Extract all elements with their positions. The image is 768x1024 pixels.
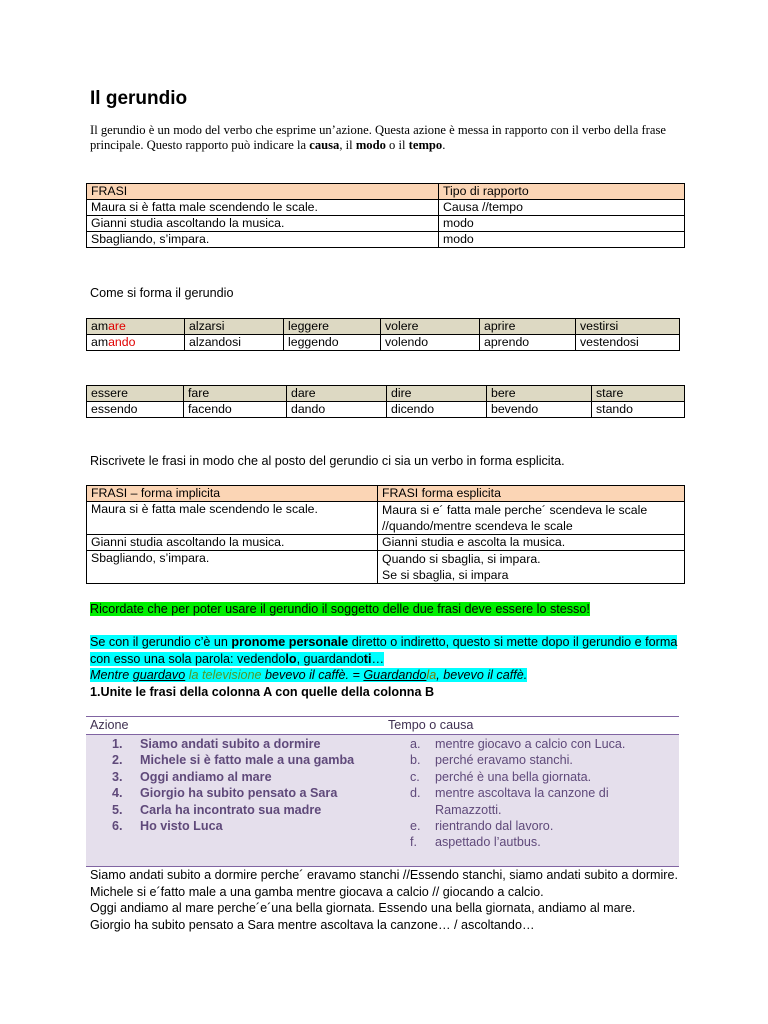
- table-cell: volere: [381, 319, 480, 335]
- table-cell: bevendo: [487, 402, 592, 418]
- table-cell: leggendo: [284, 335, 381, 351]
- example-pronoun: la: [426, 668, 437, 682]
- table-cell: vestendosi: [576, 335, 680, 351]
- list-item: 6. Ho visto Luca: [112, 819, 223, 834]
- table-row: [87, 232, 685, 248]
- table-cell: aprendo: [480, 335, 576, 351]
- intro-paragraph: [90, 123, 690, 153]
- example-verb: guardavo: [132, 668, 186, 682]
- table-header-cell: Tipo di rapporto: [439, 184, 685, 200]
- table-row-gerund: [87, 402, 685, 418]
- table-cell: Quando si sbaglia, si impara. Se si sbaglia, si impara: [378, 551, 685, 584]
- table-cell: facendo: [184, 402, 287, 418]
- pronome-example: Mentre guardavo la televisione bevevo il caffè. = Guardandola, bevevo il caffè.: [90, 668, 528, 682]
- intro-text: Il gerundio è un modo del verbo che esprime un’azione. Questa azione è messa in rapporto con il verbo della frase principale. Questo rapporto può indicare la: [90, 123, 666, 152]
- exercise-body: [86, 735, 679, 866]
- exercise-title: 1.Unite le frasi della colonna A con quelle della colonna B: [90, 685, 435, 699]
- exercise-header-tempo: Tempo o causa: [388, 718, 474, 732]
- table-cell: essere: [87, 386, 184, 402]
- list-item: c. perché è una bella giornata.: [410, 769, 592, 784]
- table-row: [87, 502, 685, 535]
- list-item: b. perché eravamo stanchi.: [410, 753, 573, 768]
- exercise-header-azione: Azione: [90, 718, 129, 732]
- table-cell: amando: [87, 335, 185, 351]
- intro-end: .: [442, 138, 446, 152]
- intro-causa: causa: [309, 138, 340, 152]
- cyan-highlight: Se con il gerundio c’è un pronome personale diretto o indiretto, questo si mette dopo il gerundio e forma con esso una sola parola: vedendolo, guardandoti…: [90, 635, 678, 666]
- table-cell: modo: [439, 232, 685, 248]
- table-cell: essendo: [87, 402, 184, 418]
- table-cell: bere: [487, 386, 592, 402]
- table-row: [87, 216, 685, 232]
- column-a: [112, 736, 354, 834]
- table-cell: stare: [592, 386, 685, 402]
- table-cell: alzandosi: [185, 335, 284, 351]
- answers-block: [90, 867, 680, 933]
- example-object: la televisione: [188, 668, 262, 682]
- table-cell: Sbagliando, s’impara.: [87, 551, 378, 584]
- table-cell: modo: [439, 216, 685, 232]
- table-cell: Causa //tempo: [439, 200, 685, 216]
- example-gerund: Guardando: [363, 668, 427, 682]
- table-cell: vestirsi: [576, 319, 680, 335]
- table-cell: leggere: [284, 319, 381, 335]
- list-item: d. mentre ascoltava la canzone di: [410, 786, 609, 801]
- pronome-lo: lo: [285, 651, 297, 666]
- table-cell: Gianni studia ascoltando la musica.: [87, 535, 378, 551]
- implicita-esplicita-table: [86, 485, 685, 584]
- list-item: 1. Siamo andati subito a dormire: [112, 737, 321, 751]
- pronome-note: [90, 634, 682, 684]
- list-item: a. mentre giocavo a calcio con Luca.: [410, 737, 626, 751]
- table-cell: dando: [287, 402, 387, 418]
- formation-table: [86, 318, 680, 351]
- table-header-cell: FRASI: [87, 184, 439, 200]
- table-cell: fare: [184, 386, 287, 402]
- list-item: e. rientrando dal lavoro.: [410, 819, 554, 834]
- table-header-row: [87, 184, 685, 200]
- table-cell: volendo: [381, 335, 480, 351]
- list-item: 2. Michele si è fatto male a una gamba: [112, 753, 355, 768]
- ricordate-note: [90, 601, 590, 617]
- pronome-ti: ti: [363, 651, 372, 666]
- table-cell: Gianni studia ascoltando la musica.: [87, 216, 439, 232]
- list-item: 3. Oggi andiamo al mare: [112, 769, 272, 784]
- table-cell: dare: [287, 386, 387, 402]
- intro-modo: modo: [355, 138, 386, 152]
- table-cell: Maura si è fatta male scendendo le scale.: [87, 200, 439, 216]
- intro-sep: o il: [385, 138, 409, 152]
- table-cell: aprire: [480, 319, 576, 335]
- table-row: [87, 200, 685, 216]
- table-header-row: [87, 486, 685, 502]
- answer-line: Siamo andati subito a dormire perche´ eravamo stanchi //Essendo stanchi, siamo andati subito a dormire.: [90, 868, 679, 882]
- table-row: [87, 535, 685, 551]
- table-row-infinitive: [87, 319, 680, 335]
- riscrivete-instruction: Riscrivete le frasi in modo che al posto del gerundio ci sia un verbo in forma esplicita.: [90, 454, 565, 468]
- list-item: 5. Carla ha incontrato sua madre: [112, 802, 322, 817]
- page-title: Il gerundio: [90, 88, 188, 109]
- answer-line: Oggi andiamo al mare perche´e´una bella giornata. Essendo una bella giornata, andiamo al mare.: [90, 901, 636, 915]
- intro-sep: , il: [339, 138, 356, 152]
- table-cell: Gianni studia e ascolta la musica.: [378, 535, 685, 551]
- list-item: f. aspettado l’autbus.: [410, 835, 541, 850]
- come-si-forma-heading: Come si forma il gerundio: [90, 286, 234, 300]
- table-cell: dicendo: [387, 402, 487, 418]
- exercise-header-row: [86, 717, 679, 735]
- ending-highlight: are: [108, 319, 126, 333]
- list-item: Ramazzotti.: [435, 802, 502, 817]
- intro-tempo: tempo: [408, 138, 443, 152]
- table-row-infinitive: [87, 386, 685, 402]
- pronome-bold: pronome personale: [231, 635, 349, 649]
- answer-line: Michele si e´fatto male a una gamba mentre giocava a calcio // giocando a calcio.: [90, 884, 544, 899]
- table-header-cell: FRASI forma esplicita: [378, 486, 685, 502]
- answer-line: Giorgio ha subito pensato a Sara mentre ascoltava la canzone… / ascoltando…: [90, 917, 535, 932]
- table-cell: Maura si e´ fatta male perche´ scendeva le scale //quando/mentre scendeva le scale: [378, 502, 685, 535]
- table-cell: Maura si è fatta male scendendo le scale.: [87, 502, 378, 535]
- table-cell: stando: [592, 402, 685, 418]
- irregular-table: [86, 385, 685, 418]
- ending-highlight: ando: [108, 335, 136, 349]
- list-item: 4. Giorgio ha subito pensato a Sara: [112, 786, 338, 801]
- table-cell: dire: [387, 386, 487, 402]
- table-row-gerund: [87, 335, 680, 351]
- green-highlight: Ricordate che per poter usare il gerundio il soggetto delle due frasi deve essere lo stesso!: [90, 602, 590, 616]
- exercise-table: [86, 716, 679, 867]
- table-cell: Sbagliando, s’impara.: [87, 232, 439, 248]
- table-row: [87, 551, 685, 584]
- rapporto-table: [86, 183, 685, 248]
- table-cell: amare: [87, 319, 185, 335]
- column-b: [410, 736, 625, 851]
- table-header-cell: FRASI – forma implicita: [87, 486, 378, 502]
- table-cell: alzarsi: [185, 319, 284, 335]
